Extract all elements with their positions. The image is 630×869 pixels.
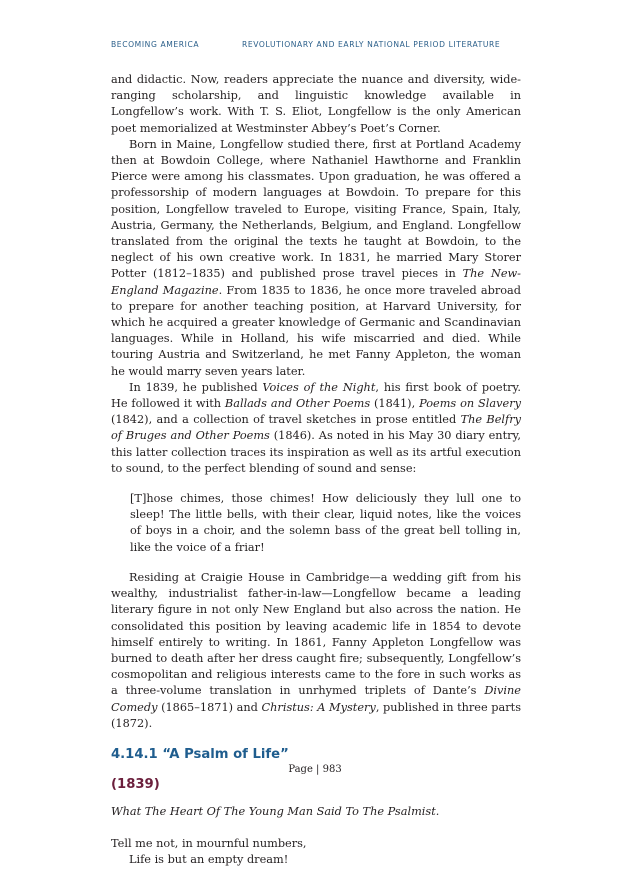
work-title: Christus: A Mystery xyxy=(261,700,376,714)
paragraph-2: Born in Maine, Longfellow studied there, first at Portland Academy then at Bowdoin College, where Nathaniel Hawthorne and Franklin Pierce were among his classmates. Upon graduation, he was offered a professorship of modern languages at Bowdoin. To prepare for this position, Longfellow traveled to Europe, visiting France, Spain, Italy, Austria, Germany, the Netherlands, Belgium, and England. Longfellow translated from the original the texts he taught at Bowdoin, to the neglect of his own creative work. In 1831, he married Mary Storer Potter (1812–1835) and published prose travel pieces in The New-England Magazine. From 1835 to 1836, he once more traveled abroad to prepare for another teaching position, at Harvard University, for which he acquired a greater knowledge of Germanic and Scandinavian languages. While in Holland, his wife miscarried and died. While touring Austria and Switzerland, he met Fanny Appleton, the woman he would marry seven years later. xyxy=(111,137,522,378)
header-book-title: BECOMING AMERICA xyxy=(111,40,200,49)
section-heading: 4.14.1 “A Psalm of Life” xyxy=(111,746,289,762)
page-body xyxy=(111,72,521,869)
poem-subtitle: What The Heart Of The Young Man Said To The Psalmist. xyxy=(111,804,440,818)
header-chapter-title: REVOLUTIONARY AND EARLY NATIONAL PERIOD LITERATURE xyxy=(242,40,501,49)
paragraph-3: In 1839, he published Voices of the Night, his first book of poetry. He followed it with Ballads and Other Poems (1841), Poems on Slavery (1842), and a collection of travel sketches in prose entitled The Belfry of Bruges and Other Poems (1846). As noted in his May 30 diary entry, this latter collection traces its inspiration as well as its artful execution to sound, to the perfect blending of sound and sense: xyxy=(111,380,521,475)
work-title: Voices of the Night xyxy=(262,380,376,394)
work-title: Poems on Slavery xyxy=(419,397,521,411)
magazine-title: The New-England Magazine xyxy=(111,267,521,297)
page-number: Page | 983 xyxy=(288,764,342,775)
work-title: The Belfry of Bruges and Other Poems xyxy=(111,413,521,443)
block-quote: [T]hose chimes, those chimes! How deliciously they lull one to sleep! The little bells, with their clear, liquid notes, like the voices of boys in a choir, and the solemn bass of the great bell tolling in, like the voice of a friar! xyxy=(130,492,521,554)
paragraph-1: and didactic. Now, readers appreciate the nuance and diversity, wide-ranging scholarship, and linguistic knowledge available in Longfellow’s work. With T. S. Eliot, Longfellow is the only American poet memorialized at Westminster Abbey’s Poet’s Corner. xyxy=(111,73,521,135)
poem-line: Life is but an empty dream! xyxy=(129,853,289,867)
poem-excerpt xyxy=(111,836,521,868)
section-year: (1839) xyxy=(111,776,160,792)
poem-line: Tell me not, in mournful numbers, xyxy=(111,837,307,851)
work-title: Ballads and Other Poems xyxy=(224,397,371,411)
paragraph-4: Residing at Craigie House in Cambridge—a wedding gift from his wealthy, industrialist father-in-law—Longfellow became a leading literary figure in not only New England but also across the nation. He consolidated this position by leaving academic life in 1854 to devote himself entirely to writing. In 1861, Fanny Appleton Longfellow was burned to death after her dress caught fire; subsequently, Longfellow’s cosmopolitan and religious interests came to the fore in such works as a three-volume translation in unrhymed triplets of Dante’s Divine Comedy (1865–1871) and Christus: A Mystery, published in three parts (1872). xyxy=(111,570,521,730)
work-title: Divine Comedy xyxy=(111,684,521,714)
